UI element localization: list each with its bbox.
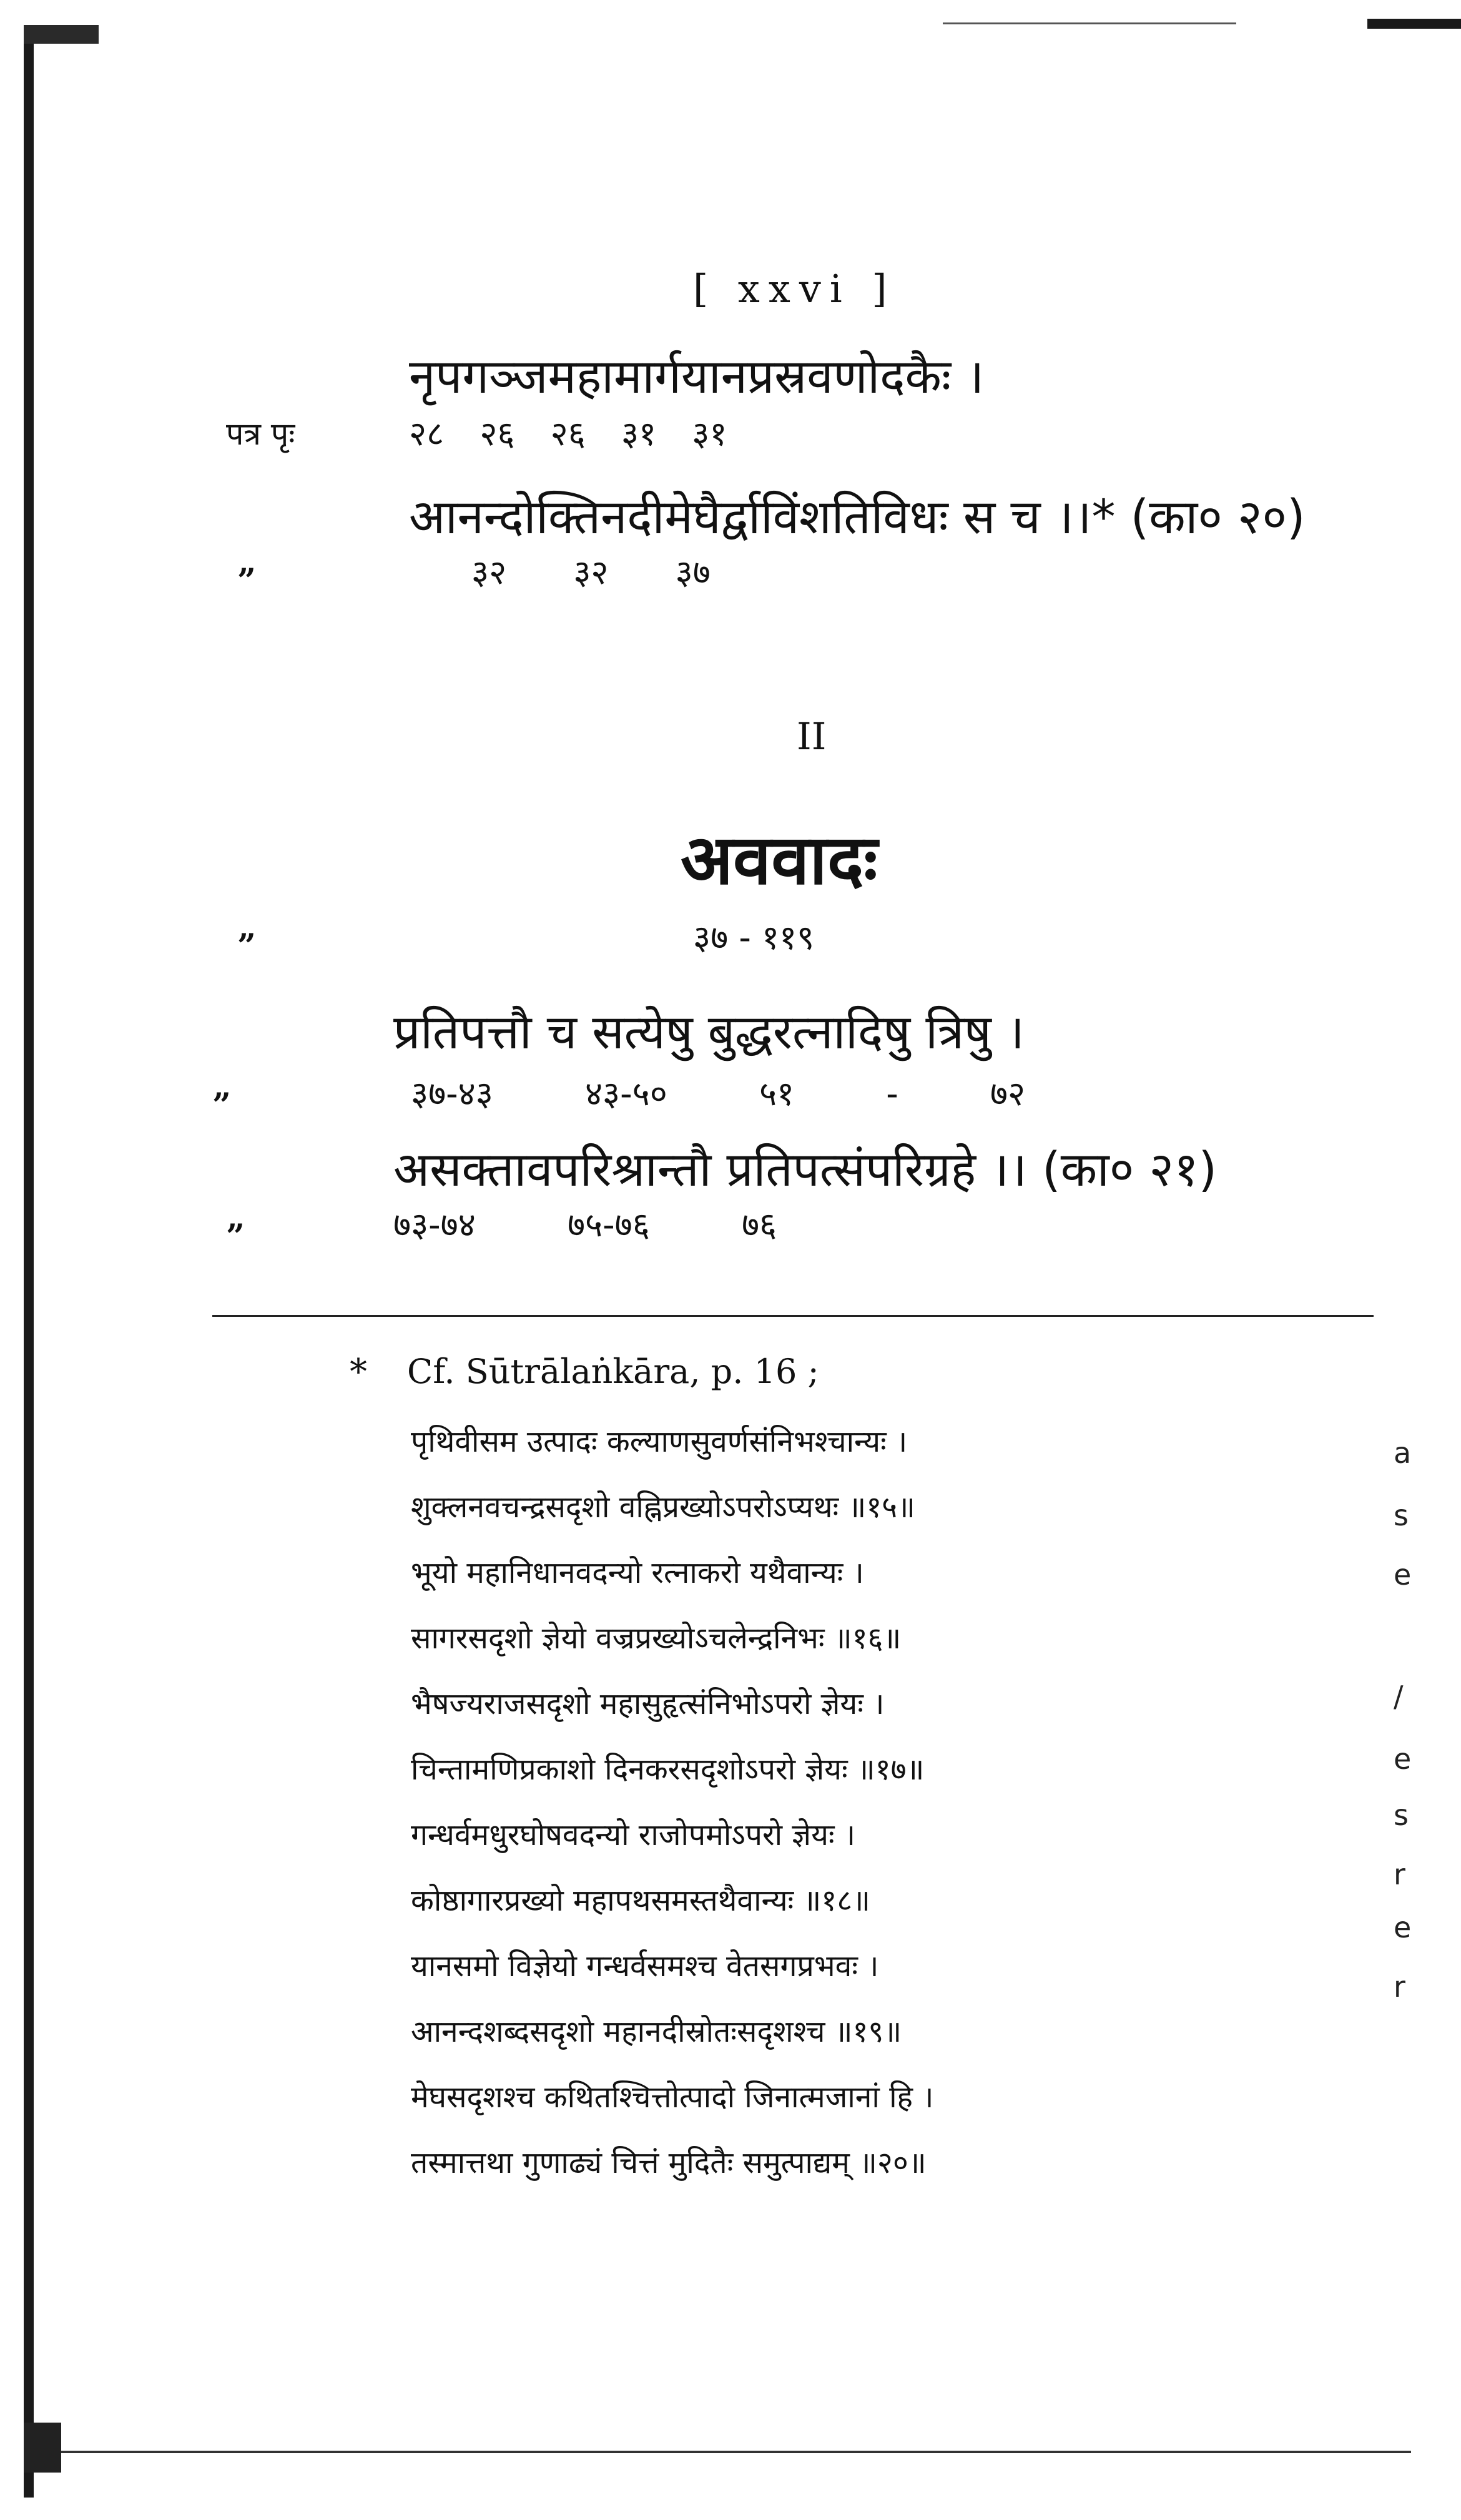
footnote-verse-line: सागरसदृशो ज्ञेयो वज्रप्रख्योऽचलेन्द्रनिभः ॥१६॥ <box>411 1621 902 1656</box>
margin-fragment: e <box>1394 1558 1412 1592</box>
margin-fragment: s <box>1394 1499 1409 1532</box>
footnote-verse-line: मेघसदृशश्च कथितश्चित्तोत्पादो जिनात्मजानां हि । <box>411 2080 934 2115</box>
verse-2-line-1-refs: ३७-४३ ४३-५० ५१ - ७२ <box>411 1074 1026 1113</box>
margin-fragment: a <box>1394 1436 1412 1470</box>
ditto-mark: ” <box>212 1086 231 1125</box>
verse-2-line-2-refs: ७३-७४ ७५-७६ ७६ <box>393 1205 777 1244</box>
margin-fragment: e <box>1394 1911 1412 1944</box>
margin-fragment: r <box>1394 1858 1405 1891</box>
footnote-divider <box>212 1315 1374 1317</box>
ditto-mark: ” <box>237 927 256 965</box>
footnote-verse-line: गन्धर्वमधुरघोषवदन्यो राजोपमोऽपरो ज्ञेयः । <box>411 1818 856 1853</box>
verse-1-line-1: नृपगञ्जमहामार्गयानप्रस्रवणोदकैः । <box>409 348 985 404</box>
margin-fragment: r <box>1394 1970 1405 2004</box>
scan-bottom-left-mark <box>24 2423 61 2473</box>
footnote-verse-line: आनन्दशब्दसदृशो महानदीस्रोतःसदृशश्च ॥१९॥ <box>411 2014 902 2049</box>
margin-fragment: s <box>1394 1798 1409 1832</box>
footnote-citation: Cf. Sūtrālaṅkāra, p. 16 ; <box>407 1352 819 1391</box>
footnote-verse-line: कोष्ठागारप्रख्यो महापथसमस्तथैवान्यः ॥१८॥ <box>411 1883 870 1918</box>
footnote-verse-line: पृथिवीसम उत्पादः कल्याणसुवर्णसंनिभश्चान्यः । <box>411 1424 908 1459</box>
verse-1-line-2: आनन्दोक्तिनदीमेघैर्द्वाविंशतिविधः स च ।।* (का० २०) <box>409 489 1306 544</box>
footnote-verse-line: भैषज्यराजसदृशो महासुहृत्संनिभोऽपरो ज्ञेयः । <box>411 1686 885 1721</box>
footnote-verse-line: भूयो महानिधानवदन्यो रत्नाकरो यथैवान्यः । <box>411 1555 864 1590</box>
section-number: II <box>797 715 827 759</box>
margin-fragment: e <box>1394 1742 1412 1776</box>
footnote-asterisk: * <box>350 1352 367 1392</box>
scan-bottom-line <box>50 2451 1411 2453</box>
verse-1-line-1-refs: २८ २६ २६ ३१ ३१ <box>409 414 727 453</box>
scan-top-right-mark <box>1367 19 1461 29</box>
verse-2-line-2: असक्तावपरिश्रान्तौ प्रतिपत्संपरिग्रहे ।। (का० २१) <box>393 1141 1218 1197</box>
ditto-mark: ” <box>226 1218 245 1256</box>
footnote-verse-line: तस्मात्तथा गुणाढ्यं चित्तं मुदितैः समुत्पाद्यम् ॥२०॥ <box>411 2145 927 2180</box>
scan-top-left-mark <box>24 25 99 44</box>
scan-left-edge <box>24 25 34 2498</box>
section-heading: अववादः <box>681 820 878 900</box>
margin-fragment: / <box>1394 1680 1404 1713</box>
scan-top-line <box>943 22 1236 24</box>
footnote-verse-line: चिन्तामणिप्रकाशो दिनकरसदृशोऽपरो ज्ञेयः ॥१७॥ <box>411 1752 925 1787</box>
verse-2-line-1: प्रतिपत्तौ च सत्येषु बुद्धरत्नादिषु त्रिषु । <box>393 1004 1025 1060</box>
page-number: [ xxvi ] <box>693 266 896 312</box>
ref-label: पत्र पृः <box>226 416 295 452</box>
ditto-mark: ” <box>237 562 256 600</box>
footnote-verse-line: यानसमो विज्ञेयो गन्धर्वसमश्च वेतसगप्रभवः । <box>411 1949 879 1984</box>
verse-1-line-2-refs: ३२ ३२ ३७ <box>471 553 711 592</box>
footnote-verse-line: शुक्लनवचन्द्रसदृशो वह्निप्रख्योऽपरोऽप्यथः ॥१५॥ <box>411 1490 915 1525</box>
section-range: ३७ - ११९ <box>693 918 815 957</box>
